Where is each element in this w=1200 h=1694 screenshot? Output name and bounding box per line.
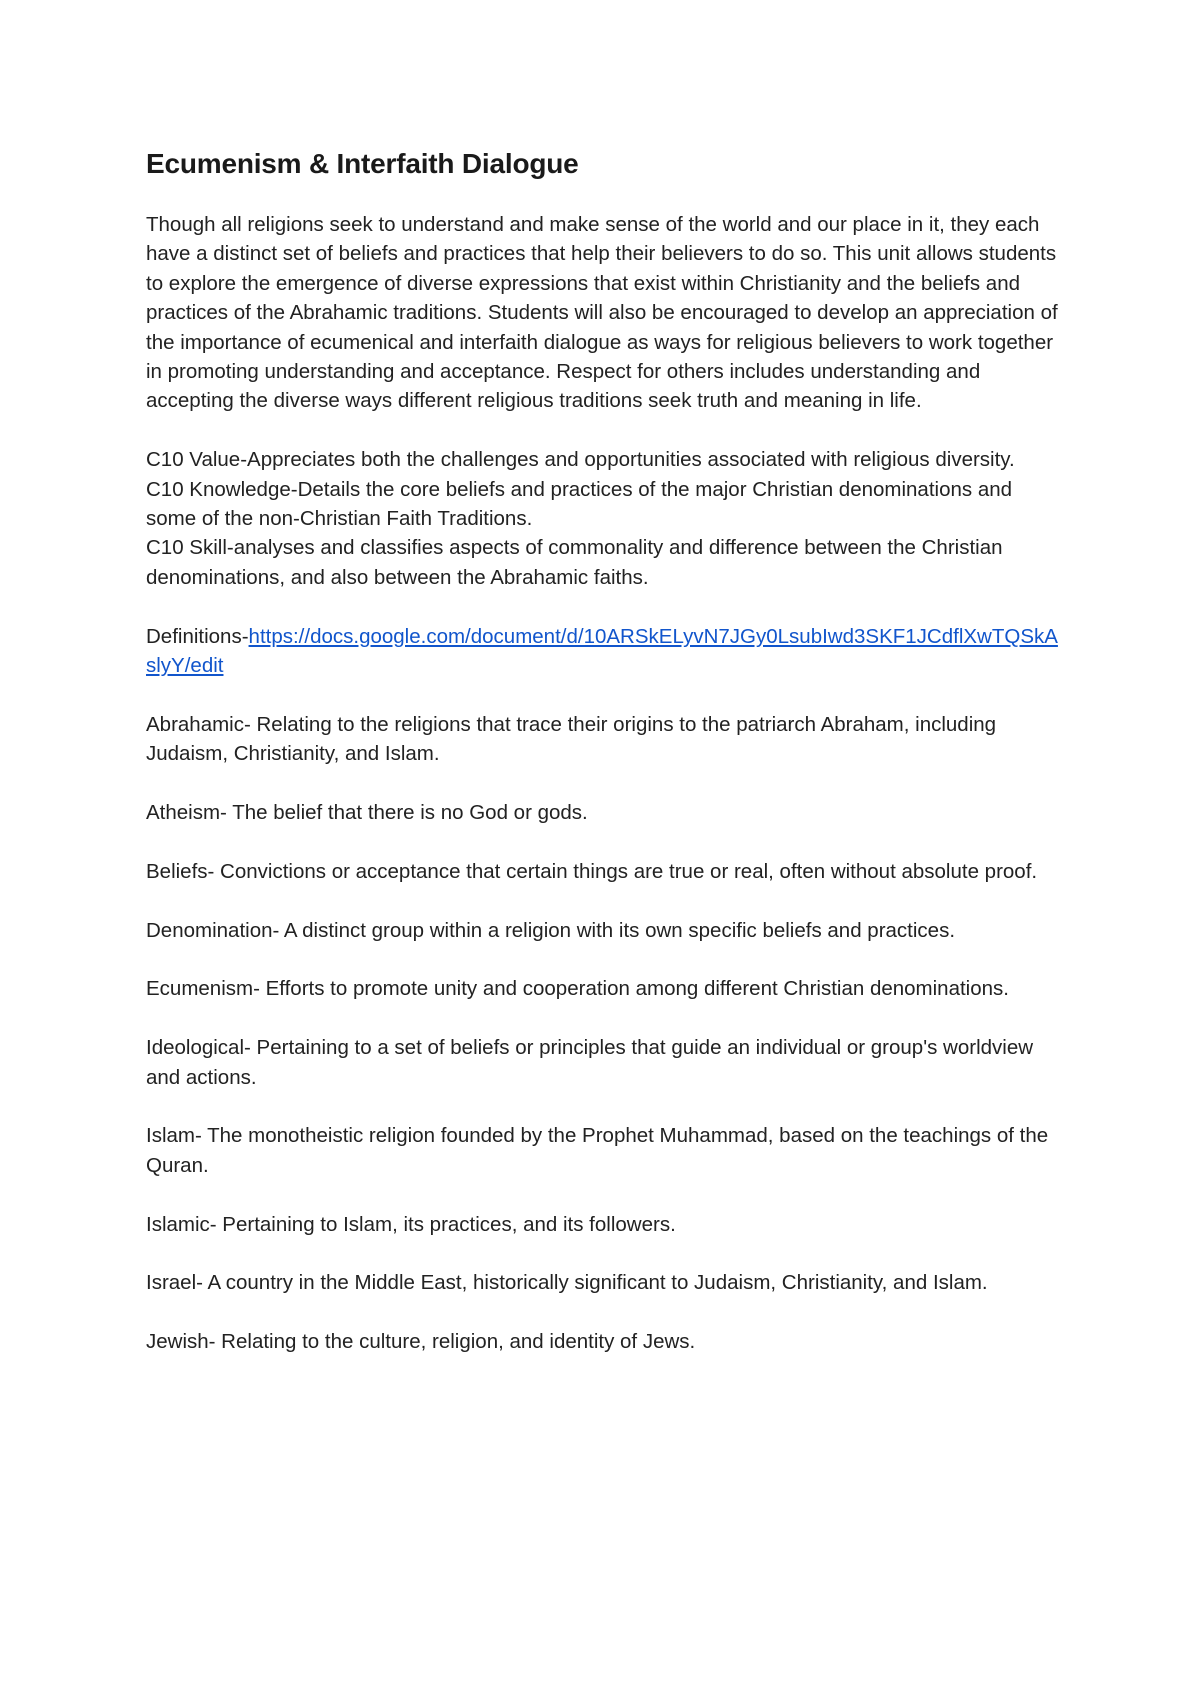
definition-abrahamic: Abrahamic- Relating to the religions that trace their origins to the patriarch Abraham, including Judaism, Christianity, and Islam. — [146, 712, 997, 766]
document-page — [146, 140, 1066, 1386]
definition-ideological: Ideological- Pertaining to a set of beliefs or principles that guide an individual or group's worldview and actions. — [146, 1036, 1034, 1089]
outcomes-block — [146, 445, 1066, 592]
definition-denomination: Denomination- A distinct group within a religion with its own specific beliefs and practices. — [146, 918, 956, 942]
definition-atheism: Atheism- The belief that there is no God or gods. — [146, 801, 588, 825]
outcome-value: C10 Value-Appreciates both the challenges and opportunities associated with religious diversity. — [146, 448, 1015, 472]
definitions-link-paragraph — [146, 622, 1066, 681]
definition-jewish: Jewish- Relating to the culture, religion, and identity of Jews. — [146, 1330, 696, 1354]
outcome-skill: C10 Skill-analyses and classifies aspects of commonality and difference between the Christian denominations, and also between the Abrahamic faiths. — [146, 536, 1003, 589]
outcome-knowledge: C10 Knowledge-Details the core beliefs and practices of the major Christian denominations and some of the non-Christian Faith Traditions. — [146, 477, 1013, 531]
document-title: Ecumenism & Interfaith Dialogue — [146, 148, 579, 179]
definitions-label: Definitions- — [146, 624, 249, 648]
intro-paragraph: Though all religions seek to understand and make sense of the world and our place in it, they each have a distinct set of beliefs and practices that help their believers to do so. This unit allows students to explore the emergence of diverse expressions that exist within Christianity and the beliefs and practices of the Abrahamic traditions. Students will also be encouraged to develop an appreciation of the importance of ecumenical and interfaith dialogue as ways for religious believers to work together in promoting understanding and acceptance. Respect for others includes understanding and accepting the diverse ways different religious traditions seek truth and meaning in life. — [146, 213, 1058, 413]
definition-ecumenism: Ecumenism- Efforts to promote unity and cooperation among different Christian denominations. — [146, 977, 1009, 1001]
definition-islam: Islam- The monotheistic religion founded by the Prophet Muhammad, based on the teachings of the Quran. — [146, 1124, 1049, 1177]
definitions-link[interactable]: https://docs.google.com/document/d/10ARSkELyvN7JGy0LsubIwd3SKF1JCdflXwTQSkAslyY/edit — [146, 624, 1058, 678]
definition-israel: Israel- A country in the Middle East, historically significant to Judaism, Christianity, and Islam. — [146, 1271, 988, 1295]
definition-beliefs: Beliefs- Convictions or acceptance that certain things are true or real, often without absolute proof. — [146, 859, 1038, 883]
definition-islamic: Islamic- Pertaining to Islam, its practices, and its followers. — [146, 1212, 676, 1236]
